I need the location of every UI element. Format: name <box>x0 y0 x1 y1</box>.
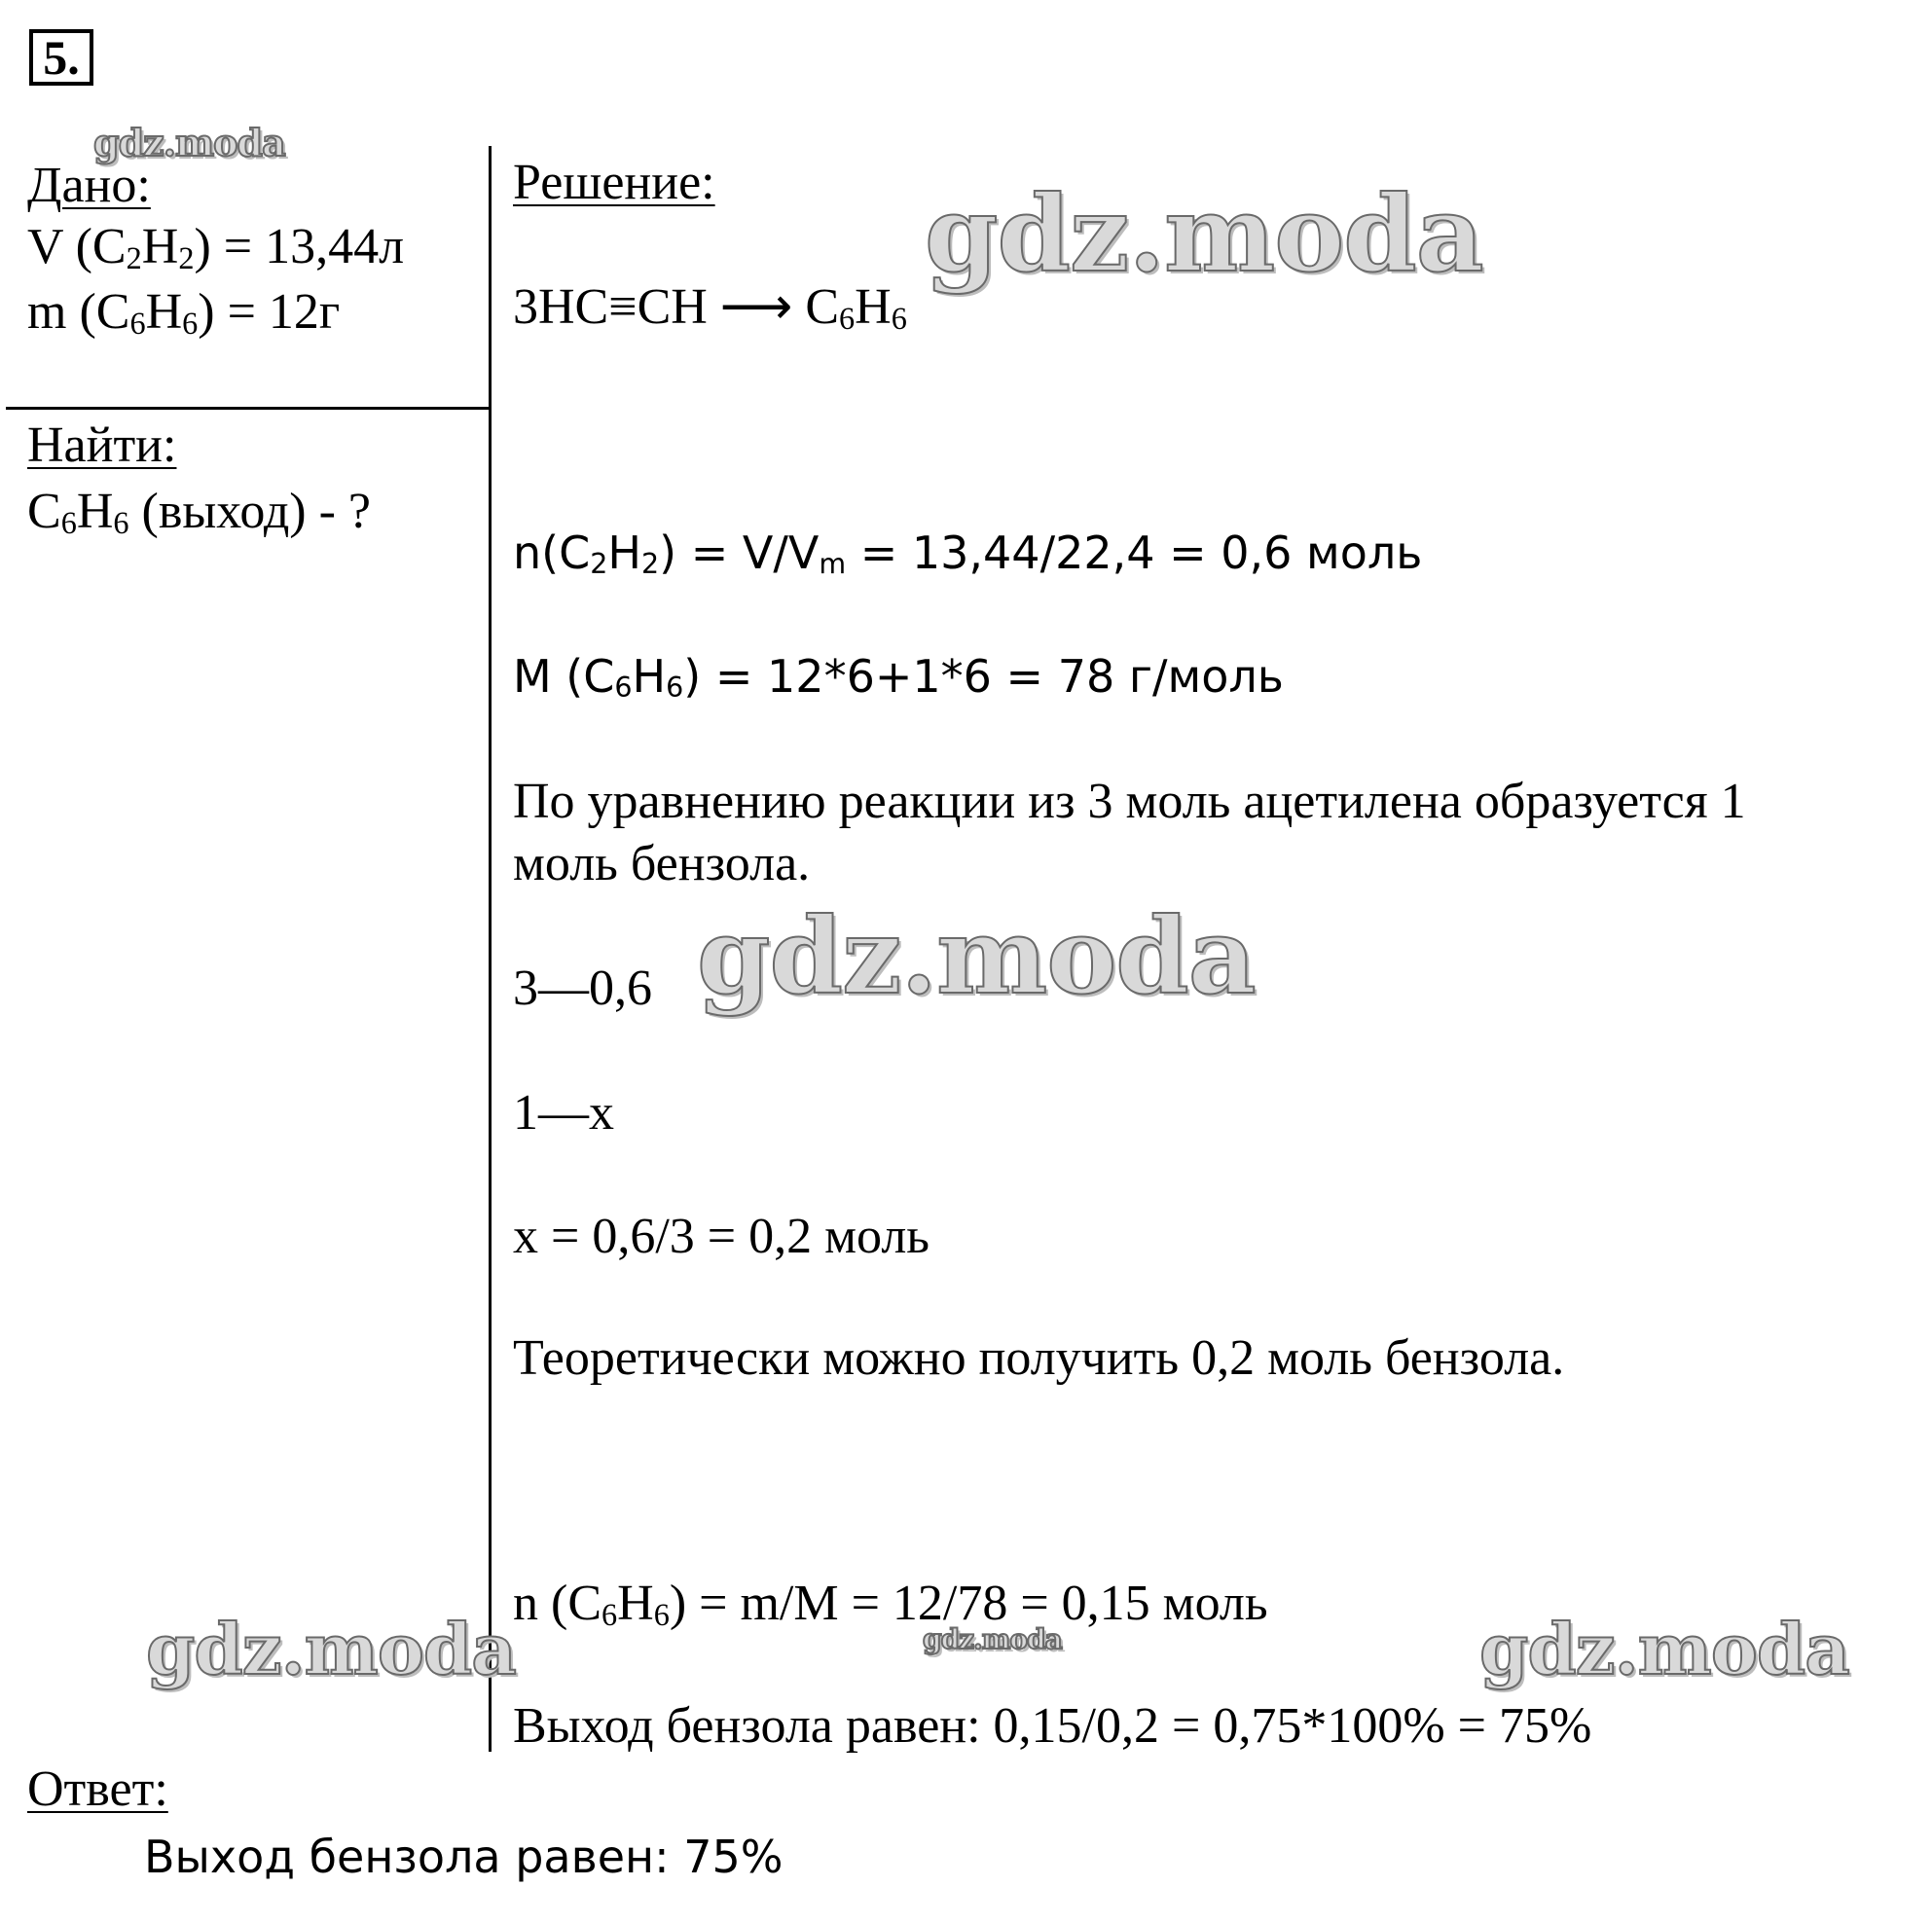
watermark: gdz.moda <box>923 1623 1062 1655</box>
watermark: gdz.moda <box>697 895 1256 1018</box>
watermark: gdz.moda <box>925 173 1483 296</box>
find-header: Найти: <box>27 417 177 473</box>
equation-text-line2: моль бензола. <box>513 836 811 891</box>
ratio-line1: 3—0,6 <box>513 961 652 1016</box>
find-target: $C_6H_6$ (выход) - ? <box>27 484 371 540</box>
answer-header: Ответ: <box>27 1761 168 1817</box>
ratio-line2: 1—x <box>513 1085 614 1141</box>
reaction-equation: 3HC≡CH ⟶ $C_6H_6$ <box>513 279 907 336</box>
task-number: 5. <box>29 29 93 86</box>
theoretical-yield: Теоретически можно получить 0,2 моль бензола. <box>513 1330 1565 1386</box>
solution-header: Решение: <box>513 155 715 210</box>
x-calculation: x = 0,6/3 = 0,2 моль <box>513 1209 930 1264</box>
given-volume: V $(C_2H_2) = 13,44л$ <box>27 219 405 275</box>
equation-text-line1: По уравнению реакции из 3 моль ацетилена образуется 1 <box>513 774 1746 829</box>
horizontal-divider <box>6 407 491 410</box>
watermark: gdz.moda <box>93 121 285 164</box>
watermark: gdz.moda <box>146 1608 516 1690</box>
given-header: Дано: <box>27 158 151 213</box>
given-mass: m $(C_6H_6) = 12г$ <box>27 284 341 341</box>
vertical-divider <box>489 146 492 1752</box>
watermark: gdz.moda <box>1479 1608 1849 1690</box>
answer-text: Выход бензола равен: 75% <box>144 1831 784 1883</box>
yield-calculation: Выход бензола равен: 0,15/0,2 = 0,75*100% = 75% <box>513 1698 1592 1754</box>
moles-benzene: n $(C_6H_6) = m/M = 12/78 = 0,15$ моль <box>513 1576 1268 1632</box>
moles-acetylene: $n(C_2H_2) = V/V_m = 13,44/22,4 = 0,6$ моль <box>513 526 1423 581</box>
molar-mass-benzene: M $(C_6H_6) = 12*6+1*6 = 78$ г/моль <box>513 650 1284 705</box>
